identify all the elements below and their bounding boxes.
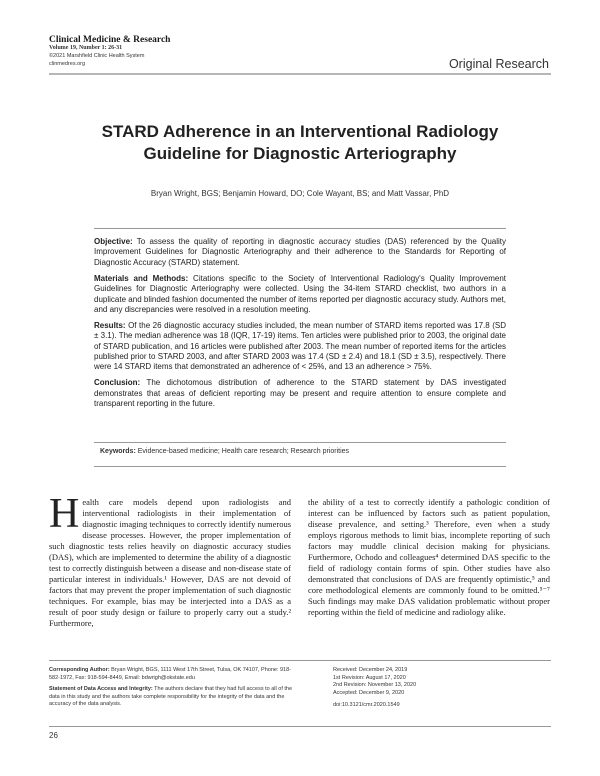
conclusion-label: Conclusion: [94, 378, 141, 388]
abstract-conclusion [94, 378, 506, 409]
corresponding-label: Corresponding Author: [49, 667, 110, 673]
data-statement [49, 686, 293, 709]
methods-text: Citations specific to the Society of Interventional Radiology's Quality Improvement Guidelines for Diagnostic Arteriography were collected. Using the 34-item STARD checklist, two authors in a duplicate and blinded fashion documented the number of items reported per diagnostic accuracy study. Authors met, and any discrepancies were resolved in a resolution meeting. [94, 273, 506, 314]
keywords-rule [94, 466, 506, 467]
methods-label: Materials and Methods: [94, 273, 189, 283]
statement-label: Statement of Data Access and Integrity: [49, 686, 153, 693]
results-text: Of the 26 diagnostic accuracy studies included, the mean number of STARD items reported was 17.8 (SD ± 3.1). The median adherence was 18 (IQR, 17-19) items. Ten articles were published prior to 2003, the original date of STARD publication, and 16 articles were published after 2003. The mean number of reported items for the articles published prior to STARD 2003, and after STARD 2003 was 17.4 (SD ± 2.4) and 18.1 (SD ± 3.5), respectively. There were 14 STARD items that demonstrated an adherence of < 25%, and 13 an adherence > 75%. [94, 320, 506, 372]
keywords [100, 448, 540, 455]
authors: Bryan Wright, BGS; Benjamin Howard, DO; Cole Wayant, BS; and Matt Vassar, PhD [150, 189, 450, 198]
corresponding-author [49, 667, 293, 682]
body-col1-text: ealth care models depend upon radiologists and interventional radiologists in their implementation of diagnostic imaging techniques to correctly identify numerous disease processes. However, the proper implementation of such diagnostic tests relies heavily on diagnostic accuracy studies (DAS), which are implemented to determine the ability of a diagnostic test to correctly distinguish between a disease and non-disease state of particular interest in individuals.¹ However, DAS are not devoid of factors that may prevent the proper implementation of such diagnostic techniques. For example, bias may be interjected into a DAS as a result of poor study design or failure to properly carry out a study.² Furthermore, [49, 497, 292, 628]
article-title [40, 121, 560, 165]
objective-label: Objective: [94, 237, 133, 246]
title-line-2: Guideline for Diagnostic Arteriography [143, 144, 457, 163]
results-label: Results: [94, 320, 126, 330]
received-date: Received: December 24, 2019 [333, 667, 408, 673]
abstract-objective [94, 237, 506, 268]
statement-text: The authors declare that they had full access to all of the data in this study and the authors take complete responsibility for the integrity of the data and the accuracy of the data analysis. [49, 686, 293, 708]
revision-1-date: 1st Revision: August 17, 2020 [333, 674, 406, 681]
conclusion-text: The dichotomous distribution of adherence to the STARD statement by DAS investigated demonstrates that areas of deficient reporting may be present and require attention to ensure complete and transparent reporting in the future. [94, 378, 507, 409]
abstract [94, 237, 506, 415]
body-column-1 [49, 491, 292, 629]
abstract-methods [94, 274, 506, 316]
footnote-divider [49, 660, 551, 661]
abstract-top-rule [94, 228, 506, 229]
keywords-text: Evidence-based medicine; Health care research; Research priorities [137, 448, 350, 455]
objective-text: To assess the quality of reporting in diagnostic accuracy studies (DAS) referenced by the Quality Improvement Guidelines for Diagnostic Arteriography and their adherence to the Standards for Reporting of Diagnostic Accuracy (STARD) statement. [94, 237, 507, 267]
copyright: ©2021 Marshfield Clinic Health System [49, 53, 145, 59]
website: clinmedres.org [49, 61, 86, 67]
page-number: 26 [49, 731, 58, 740]
section-label: Original Research [448, 57, 549, 71]
journal-name: Clinical Medicine & Research [49, 35, 171, 45]
page-bottom-rule [49, 726, 551, 727]
doi[interactable]: doi:10.3121/cmr.2020.1549 [333, 702, 400, 709]
revision-2-date: 2nd Revision: November 13, 2020 [333, 682, 417, 689]
title-line-1: STARD Adherence in an Interventional Radiology [101, 122, 499, 141]
accepted-date: Accepted: December 9, 2020 [333, 689, 405, 696]
keywords-label: Keywords: [100, 448, 136, 455]
volume-info: Volume 19, Number 1: 26-31 [49, 45, 123, 51]
corresponding-text: Bryan Wright, BGS, 1111 West 17th Street, Tulsa, OK 74107, Phone: 918-582-1972, Fax: 918-594-8449, Email: bdwrigh@okstate.edu [49, 667, 292, 681]
body-col2-text: the ability of a test to correctly identify a pathologic condition of interest can be influenced by factors such as patient population, disease prevalence, and setting.³ Therefore, even when a study employs rigorous methods to limit bias, incomplete reporting of such factors may muddle clinical decision making for physicians. Furthermore, Ochodo and colleagues⁴ determined DAS specific to the field of radiology contain forms of spin. Other studies have also demonstrated that conclusions of DAS are frequently optimistic,⁵ and core methodological elements are commonly found to be omitted.⁵⁻⁷ Such findings may make DAS validation problematic without proper reporting within the field of medicine and radiology alike. [308, 497, 550, 617]
footnote-right [333, 667, 533, 710]
footnote-left [49, 667, 293, 709]
body-column-2 [308, 497, 550, 618]
drop-cap: H [49, 491, 80, 537]
abstract-bottom-rule [94, 442, 506, 443]
abstract-results [94, 321, 506, 373]
header-divider [49, 73, 551, 75]
